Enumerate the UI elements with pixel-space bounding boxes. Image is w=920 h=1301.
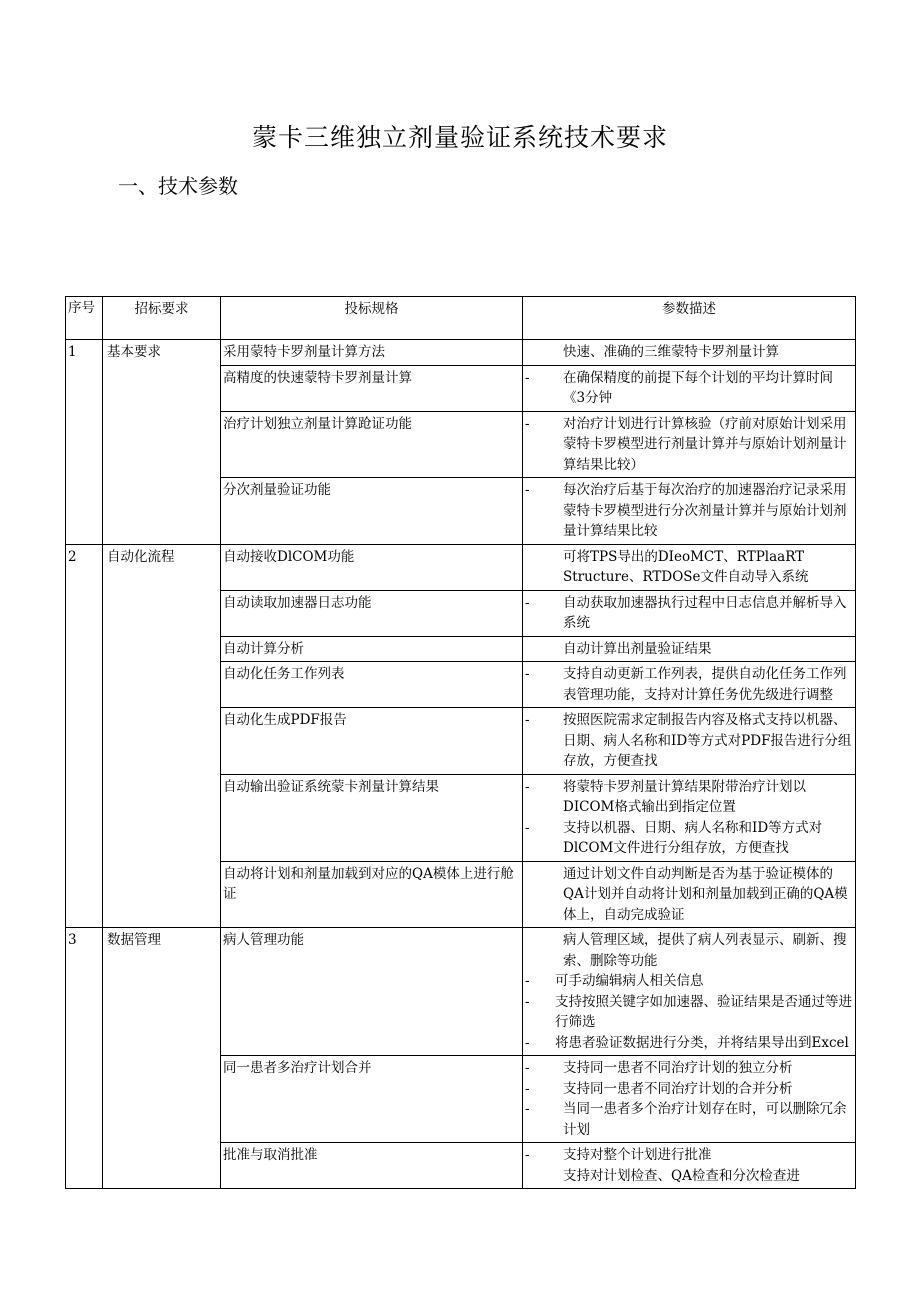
spec-cell: 分次剂量验证功能 [221,478,523,545]
description-line: 可将TPS导出的DIeoMCT、RTPlaaRT Structure、RTDOSe文件自动导入系统 [563,548,809,585]
description-line: - 可手动编辑病人相关信息 [525,971,853,992]
spec-cell: 自动读取加速器日志功能 [221,590,523,636]
description-line: - 将患者验证数据进行分类，并将结果导出到Excel [525,1033,853,1054]
section-heading: 一、技术参数 [118,174,238,198]
description-line: - 支持对整个计划进行批准 [525,1145,853,1166]
description-line: - 自动获取加速器执行过程中日志信息并解析导入系统 [525,593,853,634]
spec-cell: 批准与取消批准 [221,1143,523,1189]
spec-cell: 自动输出验证系统蒙卡剂量计算结果 [221,774,523,861]
description-cell [523,861,856,928]
description-cell [523,1143,856,1189]
description-cell [523,590,856,636]
description-cell [523,662,856,708]
spec-cell: 自动接收DlCOM功能 [221,544,523,590]
description-line: 支持对计划检查、QA检查和分次检查进 [563,1167,800,1184]
description-line: 通过计划文件自动判断是否为基于验证模体的QA计划并自动将计划和剂量加载到正确的QA模体上，自动完成验证 [563,865,848,923]
spec-cell: 自动化任务工作列表 [221,662,523,708]
header-spec: 投标规格 [221,297,523,340]
description-line: - 对治疗计划进行计算核验（疗前对原始计划采用蒙特卡罗模型进行剂量计算并与原始计划剂量计算结果比较） [525,414,853,476]
spec-cell: 同一患者多治疗计划合并 [221,1056,523,1143]
description-line: - 支持按照关键字如加速器、验证结果是否通过等进行筛选 [525,992,853,1033]
description-line: - 每次治疗后基于每次治疗的加速器治疗记录采用蒙特卡罗模型进行分次剂量计算并与原始计划剂量计算结果比较 [525,480,853,542]
tech-params-table [65,296,856,1189]
spec-cell: 病人管理功能 [221,928,523,1056]
spec-cell: 采用蒙特卡罗剂量计算方法 [221,340,523,366]
description-line: - 在确保精度的前提下每个计划的平均计算时间《3分钟 [525,368,853,409]
table-row [66,928,856,1056]
requirement-cell: 自动化流程 [103,544,221,928]
row-number: 1 [66,340,103,545]
description-line: - 支持同一患者不同治疗计划的合并分析 [525,1079,853,1100]
spec-cell: 治疗计划独立剂量计算跄证功能 [221,411,523,478]
row-number: 2 [66,544,103,928]
description-line: - 按照医院需求定制报告内容及格式支持以机器、日期、病人名称和ID等方式对PDF报告进行分组存放，方便查找 [525,710,853,772]
table-row [66,544,856,590]
description-line: 自动计算出剂量验证结果 [563,640,712,657]
description-line: - 当同一患者多个治疗计划存在时，可以删除冗余计划 [525,1099,853,1140]
header-requirement: 招标要求 [103,297,221,340]
description-line: 病人管理区域，提供了病人列表显示、刷新、搜索、删除等功能 [563,932,847,969]
header-no: 序号 [66,297,103,340]
table-body [66,340,856,1189]
table-header-row [66,297,856,340]
description-cell [523,928,856,1056]
requirement-cell: 基本要求 [103,340,221,545]
row-number: 3 [66,928,103,1189]
spec-cell: 自动将计划和剂量加载到对应的QA模体上进行舱证 [221,861,523,928]
description-cell [523,636,856,662]
requirement-cell: 数据管理 [103,928,221,1189]
description-cell [523,478,856,545]
description-cell [523,411,856,478]
description-cell [523,544,856,590]
description-line: 快速、准确的三维蒙特卡罗剂量计算 [563,344,779,360]
description-cell [523,1056,856,1143]
spec-cell: 自动计算分析 [221,636,523,662]
spec-cell: 自动化生成PDF报告 [221,708,523,775]
description-line: - 将蒙特卡罗剂量计算结果附带治疗计划以DICOM格式输出到指定位置 [525,777,853,818]
spec-cell: 高精度的快速蒙特卡罗剂量计算 [221,365,523,411]
description-line: - 支持以机器、日期、病人名称和ID等方式对DlCOM文件进行分组存放，方便查找 [525,818,853,859]
header-description: 参数描述 [523,297,856,340]
description-line: - 支持同一患者不同治疗计划的独立分析 [525,1058,853,1079]
description-cell [523,340,856,366]
description-line: - 支持自动更新工作列表，提供自动化任务工作列表管理功能，支持对计算任务优先级进行调整 [525,664,853,705]
description-cell [523,708,856,775]
description-cell [523,365,856,411]
document-title: 蒙卡三维独立剂量验证系统技术要求 [251,123,668,152]
table-row [66,340,856,366]
description-cell [523,774,856,861]
